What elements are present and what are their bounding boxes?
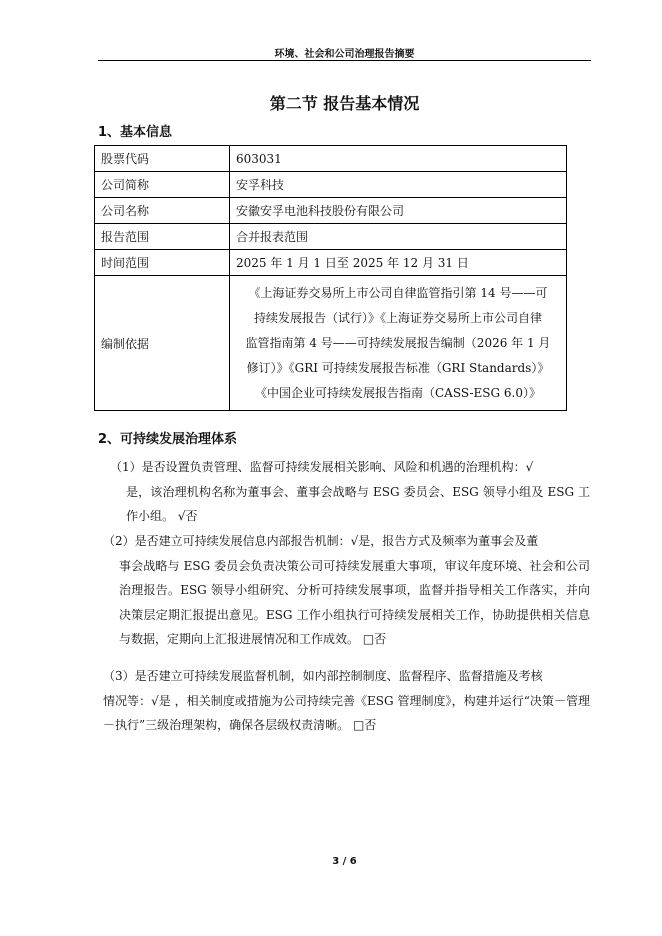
row-value-short-name: 安孚科技 [230,172,567,198]
governance-item-3 [103,664,590,738]
row-value-basis [230,276,567,411]
basis-line: 监管指南第 4 号——可持续发展报告编制（2026 年 1 月 [245,335,551,350]
row-value-time-range: 2025 年 1 月 1 日至 2025 年 12 月 31 日 [230,250,567,276]
table-row [95,224,567,250]
governance-item-2-first: （2）是否建立可持续发展信息内部报告机制：√是，报告方式及频率为董事会及董 [103,534,539,548]
page-number: 3 / 6 [332,856,357,867]
table-row [95,276,567,411]
governance-item-2 [103,529,590,652]
basis-line: 修订）》《GRI 可持续发展报告标准（GRI Standards）》 [246,360,550,375]
basic-info-heading: 1、基本信息 [98,125,173,140]
governance-heading: 2、可持续发展治理体系 [98,432,238,447]
table-row [95,250,567,276]
row-label-stock-code: 股票代码 [95,146,230,172]
governance-item-3-rest: 情况等：√是 ，相关制度或措施为公司持续完善《ESG 管理制度》，构建并运行“决策－管理－执行”三级治理架构，确保各层级权责清晰。 □否 [103,693,590,733]
basis-line: 持续发展报告（试行）》《上海证券交易所上市公司自律 [253,310,542,325]
row-value-report-scope: 合并报表范围 [230,224,567,250]
page-header: 环境、社会和公司治理报告摘要 [274,49,415,60]
table-row [95,172,567,198]
header-divider [98,60,591,61]
row-value-company-name: 安徽安孚电池科技股份有限公司 [230,198,567,224]
section-title: 第二节 报告基本情况 [269,94,420,113]
governance-item-1-first: （1）是否设置负责管理、监督可持续发展相关影响、风险和机遇的治理机构：√ [110,460,534,474]
basic-info-table [94,145,567,411]
governance-item-1-rest: 是，该治理机构名称为董事会、董事会战略与 ESG 委员会、ESG 领导小组及 ESG 工作小组。 √否 [126,484,590,524]
row-label-company-name: 公司名称 [95,198,230,224]
row-value-stock-code: 603031 [230,146,567,172]
table-row [95,146,567,172]
governance-item-1 [110,455,590,529]
row-label-basis: 编制依据 [95,276,230,411]
governance-item-3-first: （3）是否建立可持续发展监督机制，如内部控制制度、监督程序、监督措施及考核 [103,669,543,683]
row-label-report-scope: 报告范围 [95,224,230,250]
governance-item-2-rest: 事会战略与 ESG 委员会负责决策公司可持续发展重大事项，审议年度环境、社会和公司治理报告。ESG 领导小组研究、分析可持续发展事项，监督并指导相关工作落实，并向决策层定期汇报提出意见。ESG 工作小组执行可持续发展相关工作，协助提供相关信息与数据，定期向上汇报进展情况和工作成效。 □否 [119,558,590,647]
row-label-time-range: 时间范围 [95,250,230,276]
table-row [95,198,567,224]
basis-line: 《上海证券交易所上市公司自律监管指引第 14 号——可 [248,285,548,300]
row-label-short-name: 公司简称 [95,172,230,198]
basis-line: 《中国企业可持续发展报告指南（CASS-ESG 6.0）》 [254,385,542,400]
